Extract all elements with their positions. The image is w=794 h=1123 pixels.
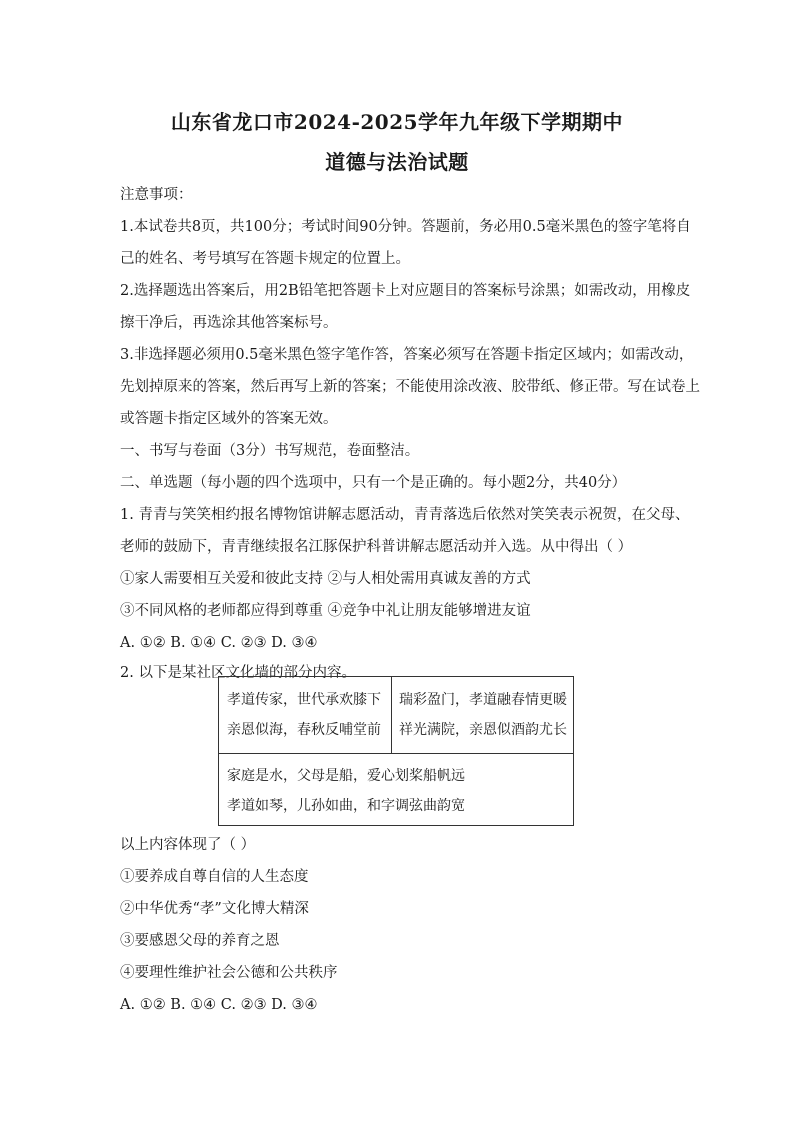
q2-option-2: ②中华优秀“孝”文化博大精深 — [120, 901, 309, 917]
couplet-line: 瑞彩盈门，孝道融春情更暖 — [399, 692, 567, 708]
couplet-line: 祥光满院，亲恩似酒韵尤长 — [399, 722, 567, 738]
q2-stem: 2. 以下是某社区文化墙的部分内容。 — [120, 665, 356, 681]
table-cell-top-left — [227, 685, 397, 745]
q2-question: 以上内容体现了（ ） — [120, 837, 256, 853]
section-2-heading: 二、单选题（每小题的四个选项中，只有一个是正确的。每小题2分，共40分） — [120, 475, 627, 491]
couplet-line: 亲恩似海，春秋反哺堂前 — [227, 722, 381, 738]
note-3-line-1: 3.非选择题必须用0.5毫米黑色签字笔作答，答案必须写在答题卡指定区域内；如需改动， — [120, 347, 694, 363]
couplet-line: 孝道如琴，儿孙如曲，和字调弦曲韵宽 — [227, 798, 465, 814]
q1-stem-line-1: 1. 青青与笑笑相约报名博物馆讲解志愿活动，青青落选后依然对笑笑表示祝贺，在父母、 — [120, 507, 690, 523]
table-horizontal-divider — [219, 753, 573, 754]
couplet-line: 家庭是水，父母是船，爱心划桨船帆远 — [227, 768, 465, 784]
note-1-line-2: 己的姓名、考号填写在答题卡规定的位置上。 — [120, 251, 410, 267]
q1-options-row-2: ③不同风格的老师都应得到尊重 ④竞争中礼让朋友能够增进友谊 — [120, 603, 531, 619]
exam-title: 山东省龙口市2024-2025学年九年级下学期期中 — [170, 110, 624, 134]
note-1-line-1: 1.本试卷共8页，共100分；考试时间90分钟。答题前，务必用0.5毫米黑色的签字笔将自 — [120, 219, 691, 235]
table-cell-top-right — [399, 685, 575, 745]
q2-answer-choices: A. ①② B. ①④ C. ②③ D. ③④ — [120, 997, 318, 1013]
couplet-line: 孝道传家，世代承欢膝下 — [227, 692, 381, 708]
note-3-line-2: 先划掉原来的答案，然后再写上新的答案；不能使用涂改液、胶带纸、修正带。写在试卷上 — [120, 379, 700, 395]
note-2-line-2: 擦干净后，再选涂其他答案标号。 — [120, 315, 338, 331]
q2-option-1: ①要养成自尊自信的人生态度 — [120, 869, 309, 885]
exam-subject-title: 道德与法治试题 — [325, 150, 469, 174]
note-2-line-1: 2.选择题选出答案后，用2B铅笔把答题卡上对应题目的答案标号涂黑；如需改动，用橡皮 — [120, 283, 691, 299]
culture-wall-table — [218, 676, 574, 826]
q2-option-3: ③要感恩父母的养育之恩 — [120, 933, 280, 949]
q1-answer-choices: A. ①② B. ①④ C. ②③ D. ③④ — [120, 635, 318, 651]
section-1-heading: 一、书写与卷面（3分）书写规范，卷面整洁。 — [120, 443, 420, 459]
q2-option-4: ④要理性维护社会公德和公共秩序 — [120, 965, 338, 981]
q1-options-row-1: ①家人需要相互关爱和彼此支持 ②与人相处需用真诚友善的方式 — [120, 571, 531, 587]
table-cell-bottom — [227, 761, 567, 821]
notes-heading: 注意事项： — [120, 187, 193, 203]
q1-stem-line-2: 老师的鼓励下，青青继续报名江豚保护科普讲解志愿活动并入选。从中得出（ ） — [120, 539, 633, 555]
note-3-line-3: 或答题卡指定区域外的答案无效。 — [120, 411, 338, 427]
